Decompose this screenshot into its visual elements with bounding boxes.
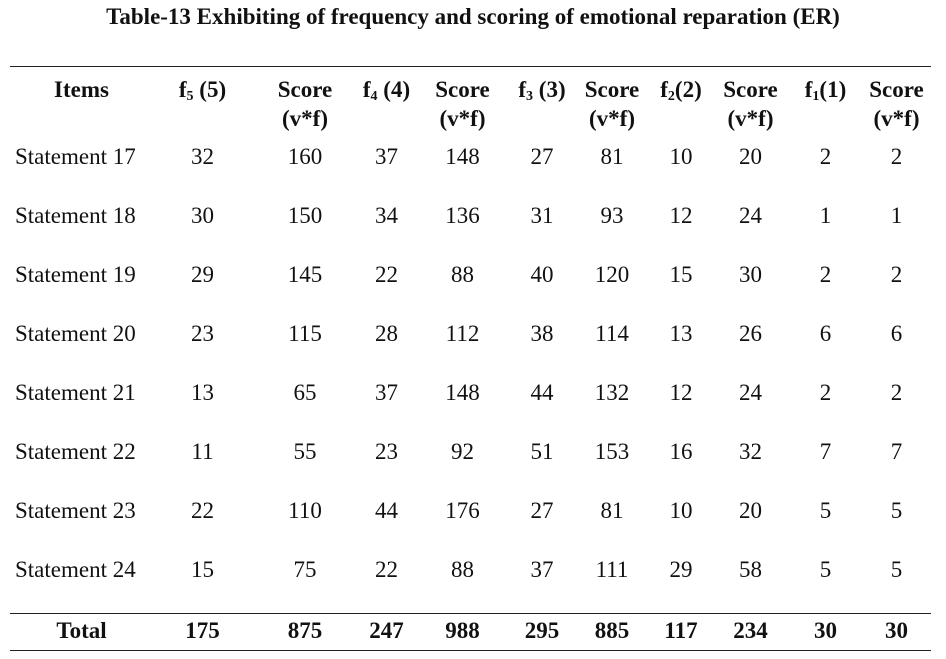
header-score-3 [574,67,650,142]
row-cell: 24 [739,203,762,228]
header-f2 [650,67,712,142]
row-item-label: Statement 18 [15,203,136,228]
header-f5-weight: (5) [193,77,227,102]
header-score-3-line2: (v*f) [589,106,635,131]
row-cell: 23 [375,439,398,464]
row-cell: 81 [600,144,624,169]
total-label: Total [10,614,153,651]
row-cell: 93 [600,203,624,228]
row-cell: 150 [287,203,323,228]
row-cell: 6 [890,321,903,346]
header-score-1-line2: (v*f) [873,106,920,131]
row-cell: 58 [739,557,762,582]
row-cell: 22 [191,498,214,523]
row-cell: 111 [595,557,629,582]
total-cell: 247 [358,614,415,651]
header-f5 [153,67,252,142]
row-cell: 88 [451,557,474,582]
row-cell: 6 [819,321,832,346]
row-cell: 55 [293,439,317,464]
header-f3-sub: 3 [526,89,534,104]
total-row [10,614,931,651]
header-score-4 [415,67,510,142]
row-cell: 132 [594,380,630,405]
row-cell: 13 [191,380,214,405]
header-f5-sub: 5 [186,89,194,104]
total-cell: 175 [153,614,252,651]
row-cell: 65 [293,380,317,405]
row-cell: 81 [600,498,624,523]
row-cell: 22 [375,262,398,287]
row-cell: 37 [375,380,398,405]
row-item-label: Statement 20 [15,321,136,346]
row-cell: 114 [595,321,629,346]
header-score-2-line2: (v*f) [727,106,774,131]
row-cell: 1 [819,203,832,228]
row-cell: 37 [530,557,554,582]
row-cell: 10 [669,498,693,523]
row-cell: 1 [890,203,903,228]
row-cell: 44 [530,380,554,405]
row-cell: 2 [890,380,903,405]
row-cell: 2 [819,144,832,169]
header-f1 [789,67,862,142]
table-row [10,554,931,614]
row-cell: 11 [191,439,214,464]
header-f4-weight: (4) [377,77,411,102]
row-cell: 31 [530,203,554,228]
row-cell: 15 [669,262,693,287]
header-items [10,67,153,142]
row-cell: 13 [669,321,693,346]
row-cell: 176 [445,498,480,523]
row-item-label: Statement 19 [15,262,136,287]
row-cell: 27 [530,498,554,523]
total-cell: 30 [789,614,862,651]
row-cell: 30 [191,203,214,228]
row-item-label: Statement 23 [15,498,136,523]
row-cell: 2 [890,144,903,169]
header-f1-weight: (1) [819,77,847,102]
header-score-4-line1: Score [435,77,490,102]
row-cell: 88 [451,262,474,287]
header-score-5 [252,67,358,142]
header-f5-base: f [178,77,187,102]
total-cell: 234 [712,614,789,651]
row-cell: 12 [669,380,693,405]
row-cell: 32 [739,439,762,464]
row-item-label: Statement 22 [15,439,136,464]
row-cell: 32 [191,144,214,169]
header-f2-sub: 2 [667,89,675,104]
row-cell: 15 [191,557,214,582]
header-score-5-line2: (v*f) [282,106,328,131]
row-cell: 75 [293,557,317,582]
header-score-1 [862,67,931,142]
row-cell: 26 [739,321,762,346]
row-cell: 2 [819,380,832,405]
header-score-4-line2: (v*f) [439,106,486,131]
header-score-3-line1: Score [584,77,640,102]
header-score-2 [712,67,789,142]
row-cell: 5 [819,498,832,523]
table-row [10,318,931,377]
header-score-2-line1: Score [723,77,778,102]
row-cell: 115 [288,321,322,346]
header-score-1-line1: Score [869,77,924,102]
row-cell: 29 [191,262,214,287]
row-cell: 22 [375,557,398,582]
row-cell: 145 [287,262,323,287]
row-cell: 92 [451,439,474,464]
header-f3 [510,67,574,142]
header-f4-base: f [362,77,371,102]
table-row [10,141,931,200]
row-cell: 120 [594,262,630,287]
row-cell: 51 [530,439,554,464]
er-frequency-table [10,66,931,651]
row-item-label: Statement 24 [15,557,136,582]
total-cell: 117 [650,614,712,651]
table-row [10,259,931,318]
row-cell: 2 [819,262,832,287]
row-cell: 44 [375,498,398,523]
total-cell: 988 [415,614,510,651]
row-cell: 38 [530,321,554,346]
header-score-5-line1: Score [277,77,333,102]
row-cell: 20 [739,498,762,523]
total-cell: 30 [862,614,931,651]
row-cell: 37 [375,144,398,169]
row-cell: 7 [890,439,903,464]
total-cell: 295 [510,614,574,651]
header-items-label: Items [54,77,109,102]
row-cell: 20 [739,144,762,169]
row-cell: 12 [669,203,693,228]
row-cell: 16 [669,439,693,464]
row-cell: 5 [890,557,903,582]
row-cell: 2 [890,262,903,287]
table-row [10,377,931,436]
header-f3-weight: (3) [533,77,566,102]
total-cell: 875 [252,614,358,651]
row-item-label: Statement 21 [15,380,136,405]
row-cell: 23 [191,321,214,346]
row-cell: 27 [530,144,554,169]
header-f3-base: f [518,77,527,102]
header-f2-weight: (2) [674,77,702,102]
table-row [10,436,931,495]
row-cell: 153 [594,439,630,464]
row-cell: 28 [375,321,398,346]
row-cell: 148 [445,380,480,405]
header-f4-sub: 4 [370,89,378,104]
header-f1-base: f [804,77,813,102]
row-item-label: Statement 17 [15,144,136,169]
table-row [10,495,931,554]
table-title: Table-13 Exhibiting of frequency and scoring of emotional reparation (ER) [106,4,840,29]
header-f1-sub: 1 [812,89,820,104]
header-f2-base: f [660,77,668,102]
row-cell: 110 [288,498,322,523]
row-cell: 24 [739,380,762,405]
header-f4 [358,67,415,142]
table-row [10,200,931,259]
row-cell: 136 [445,203,480,228]
row-cell: 5 [819,557,832,582]
row-cell: 29 [669,557,693,582]
row-cell: 34 [375,203,398,228]
total-cell: 885 [574,614,650,651]
row-cell: 148 [445,144,480,169]
row-cell: 10 [669,144,693,169]
row-cell: 112 [445,321,480,346]
row-cell: 40 [530,262,554,287]
row-cell: 7 [819,439,832,464]
header-row [10,67,931,142]
row-cell: 160 [287,144,323,169]
row-cell: 30 [739,262,762,287]
row-cell: 5 [890,498,903,523]
